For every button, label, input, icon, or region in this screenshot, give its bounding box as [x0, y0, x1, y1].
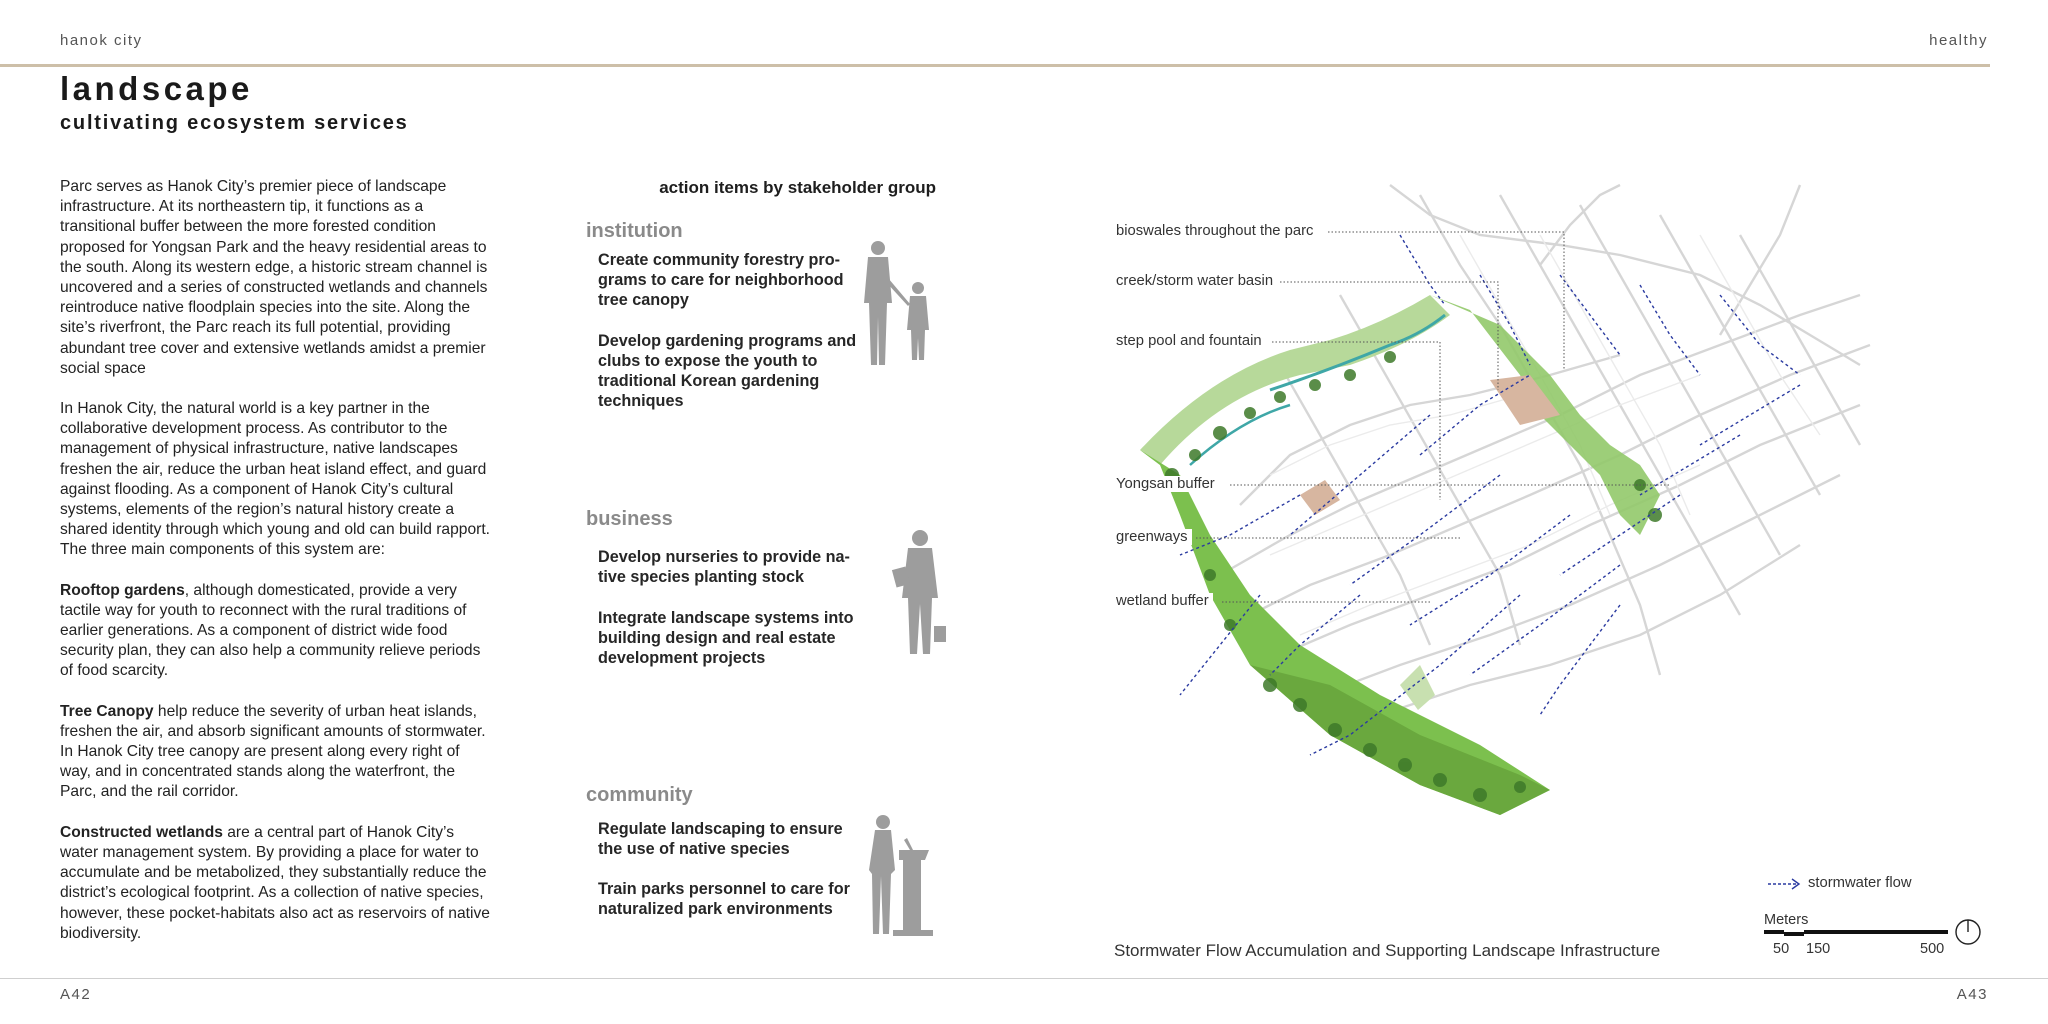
- action-items-heading: action items by stakeholder group: [659, 178, 936, 197]
- action-item: Train parks personnel to care for naturalized park environments: [598, 880, 850, 918]
- callout-creek-basin: creek/storm water basin: [1116, 273, 1277, 289]
- body-paragraph: Constructed wetlands are a central part of Hanok City’s water management system. By providing a place for water to accumulate and be metabolized, they substantially reduce the district’s ecological footprint. As a collection of native species, however, these pocket-habitats also act as reservoirs of native biodiversity.: [60, 823, 490, 942]
- term-constructed-wetlands: Constructed wetlands: [60, 823, 223, 841]
- scale-tick: 500: [1920, 941, 1945, 957]
- scale-tick: 150: [1806, 941, 1831, 957]
- callout-bioswales: bioswales throughout the parc: [1116, 223, 1317, 239]
- body-text: [60, 177, 490, 964]
- callout-step-pool: step pool and fountain: [1116, 333, 1266, 349]
- action-item: Integrate landscape systems into building design and real estate development projects: [598, 609, 854, 667]
- group-title-community: community: [586, 784, 693, 806]
- callout-greenways: greenways: [1116, 529, 1192, 545]
- page-number-left: A42: [60, 986, 92, 1003]
- body-paragraph: Tree Canopy help reduce the severity of urban heat islands, freshen the air, and absorb significant amounts of stormwater. In Hanok City tree canopy are present along every right of way, and in concentrated stands along the waterfront, the Parc, and the rail corridor.: [60, 702, 486, 801]
- body-paragraph: In Hanok City, the natural world is a key partner in the collaborative development process. As contributor to the management of physical infrastructure, native landscapes freshen the air, reduce the urban heat island effect, and guard against flooding. As a component of Hanok City’s cultural systems, elements of the region’s natural history create a shared identity through which young and old can build rapport. The three main components of this system are:: [60, 400, 490, 559]
- action-item: Regulate landscaping to ensure the use of native species: [598, 820, 843, 858]
- businessman-figure-icon: [880, 528, 960, 658]
- speaker-podium-figure-icon: [860, 808, 940, 940]
- term-tree-canopy: Tree Canopy: [60, 702, 154, 720]
- scale-bar-label: Meters: [1764, 912, 1809, 928]
- term-rooftop-gardens: Rooftop gardens: [60, 581, 185, 599]
- callout-yongsan-buffer: Yongsan buffer: [1116, 476, 1219, 492]
- body-paragraph: Parc serves as Hanok City’s premier piece of landscape infrastructure. At its northeastern tip, it functions as a transitional buffer between the more forested condition proposed for Yongsan Park and the heavy residential areas to the south. Along its western edge, a historic stream channel is uncovered and a series of constructed wetlands and channels reintroduce native floodplain species into the site. Along the site’s riverfront, the Parc reach its full potential, providing abundant tree cover and extensive wetlands amidst a premier social space: [60, 178, 488, 377]
- header-theme-label: healthy: [1929, 32, 1988, 49]
- action-item: Create community forestry pro-grams to care for neighborhood tree canopy: [598, 251, 844, 309]
- header-rule: [0, 64, 1990, 67]
- scale-bar: [1762, 928, 1952, 940]
- action-item: Develop nurseries to provide na-tive species planting stock: [598, 548, 850, 586]
- north-arrow-icon: [1954, 918, 1982, 946]
- legend-label: stormwater flow: [1808, 875, 1912, 891]
- parent-child-figure-icon: [858, 238, 938, 368]
- callout-wetland-buffer: wetland buffer: [1116, 593, 1213, 609]
- stormwater-flow-arrow-icon: [1766, 876, 1804, 892]
- page-subtitle: cultivating ecosystem services: [60, 112, 409, 134]
- page-number-right: A43: [1956, 986, 1988, 1003]
- callout-leader-lines: [1100, 200, 1680, 650]
- header-section-label: hanok city: [60, 32, 143, 49]
- page-title: landscape: [60, 70, 253, 107]
- group-title-institution: institution: [586, 220, 683, 242]
- map-caption: Stormwater Flow Accumulation and Supporting Landscape Infrastructure: [1114, 941, 1661, 960]
- scale-tick: 50: [1773, 941, 1790, 957]
- group-title-business: business: [586, 508, 673, 530]
- action-item: Develop gardening programs and clubs to expose the youth to traditional Korean gardening techniques: [598, 332, 857, 410]
- footer-rule: [0, 978, 2048, 979]
- body-paragraph: Rooftop gardens, although domesticated, provide a very tactile way for youth to reconnect with the rural traditions of earlier generations. As a component of district wide food security plan, they can also help a community relieve periods of food scarcity.: [60, 581, 481, 680]
